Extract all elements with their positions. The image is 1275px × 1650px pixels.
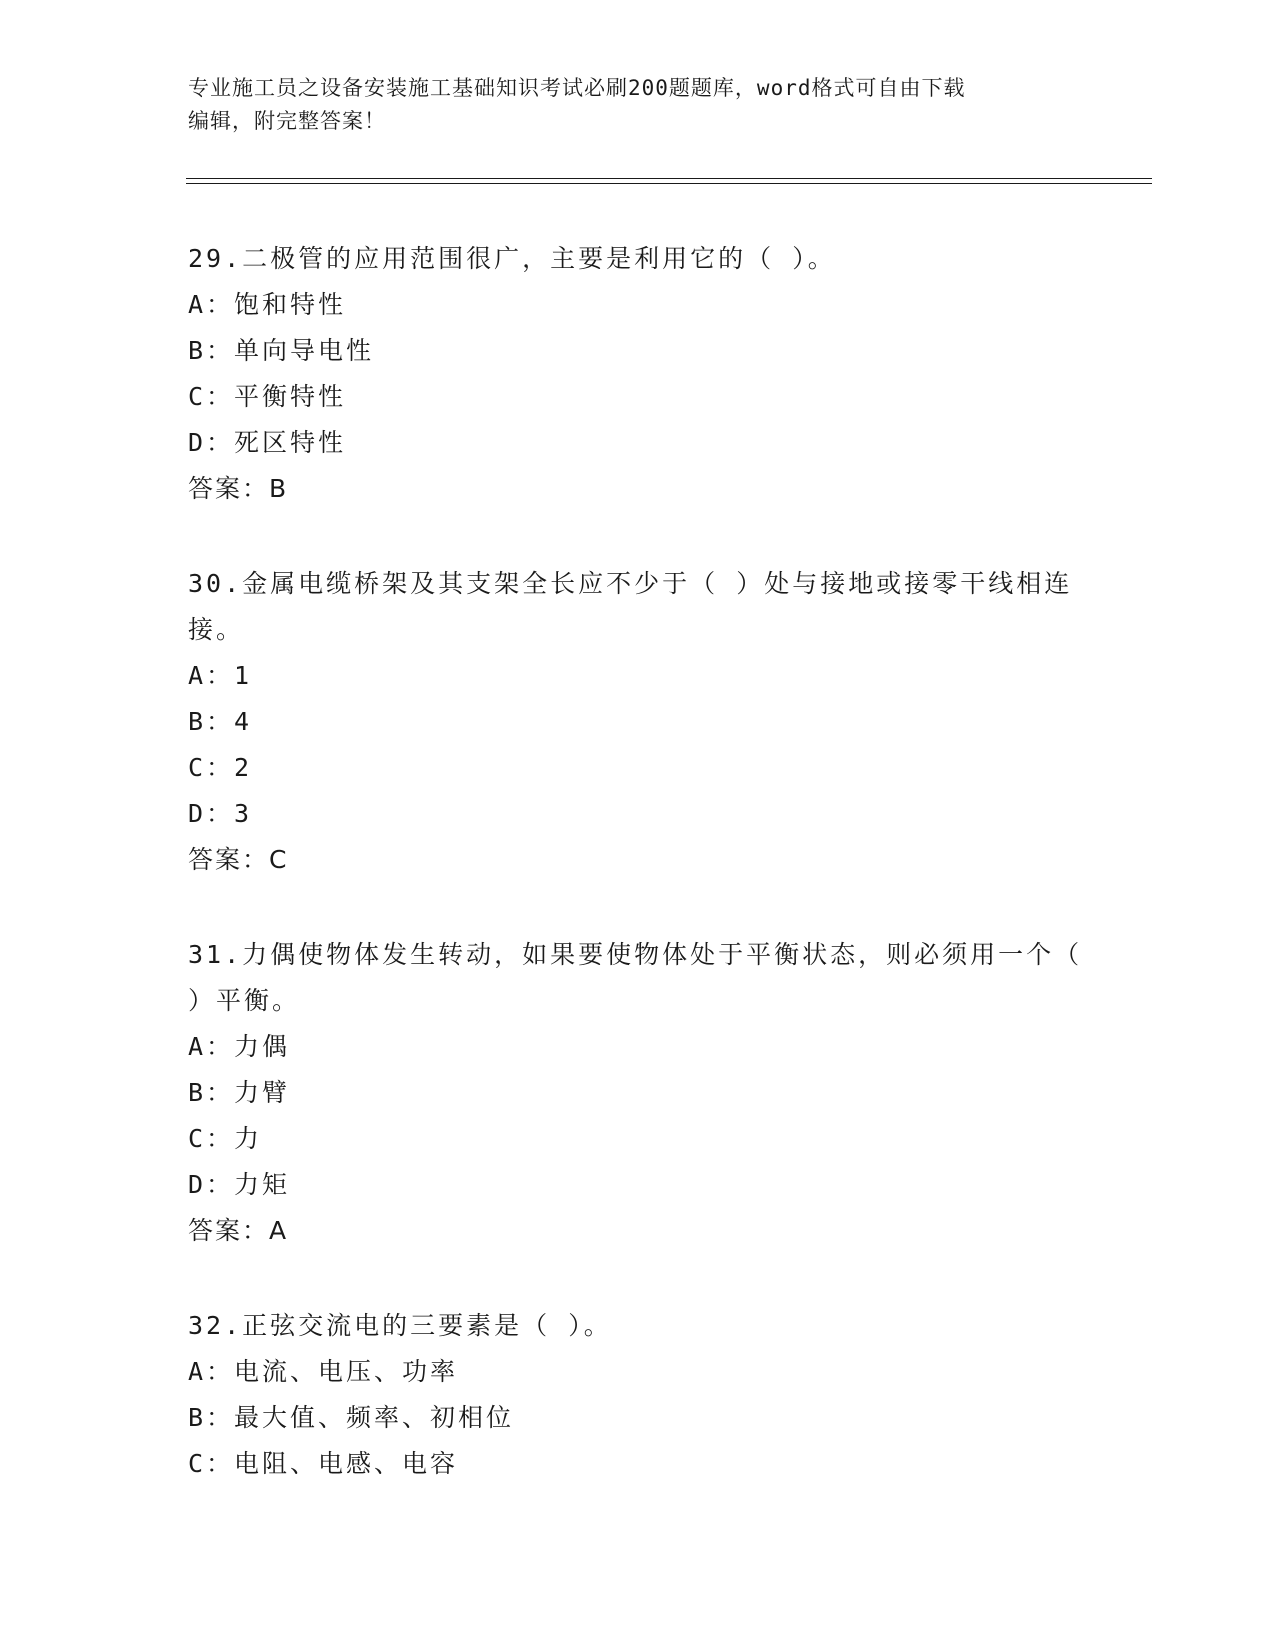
option-a: A：饱和特性 xyxy=(188,290,347,319)
option-c: C：2 xyxy=(188,753,253,782)
question-stem: 32.正弦交流电的三要素是（ ）。 xyxy=(188,1311,612,1340)
header-line-1: 专业施工员之设备安装施工基础知识考试必刷200题题库，word格式可自由下载 xyxy=(188,76,966,100)
option-c: C：平衡特性 xyxy=(188,382,347,411)
header-line-2: 编辑，附完整答案！ xyxy=(188,109,386,133)
option-b: B：最大值、频率、初相位 xyxy=(188,1403,515,1432)
option-a: A：1 xyxy=(188,661,253,690)
option-b: B：4 xyxy=(188,707,253,736)
answer: 答案：A xyxy=(188,1216,289,1245)
option-a: A：电流、电压、功率 xyxy=(188,1357,459,1386)
answer: 答案：C xyxy=(188,845,289,874)
option-b: B：单向导电性 xyxy=(188,336,375,365)
option-b: B：力臂 xyxy=(188,1078,291,1107)
question-31 xyxy=(188,932,1088,1254)
option-c: C：力 xyxy=(188,1124,263,1153)
answer: 答案：B xyxy=(188,474,289,503)
question-list xyxy=(188,236,1088,1536)
question-32 xyxy=(188,1303,1088,1487)
option-d: D：力矩 xyxy=(188,1170,291,1199)
option-d: D：3 xyxy=(188,799,253,828)
option-c: C：电阻、电感、电容 xyxy=(188,1449,459,1478)
question-stem: 29.二极管的应用范围很广，主要是利用它的（ ）。 xyxy=(188,244,836,273)
header-divider-top xyxy=(186,178,1152,179)
question-stem: 31.力偶使物体发生转动，如果要使物体处于平衡状态，则必须用一个（ ）平衡。 xyxy=(188,940,1083,1015)
question-30 xyxy=(188,561,1088,883)
option-a: A：力偶 xyxy=(188,1032,291,1061)
document-header xyxy=(188,72,1088,138)
question-29 xyxy=(188,236,1088,512)
header-divider-bottom xyxy=(186,183,1152,184)
question-stem: 30.金属电缆桥架及其支架全长应不少于（ ）处与接地或接零干线相连接。 xyxy=(188,569,1073,644)
option-d: D：死区特性 xyxy=(188,428,347,457)
